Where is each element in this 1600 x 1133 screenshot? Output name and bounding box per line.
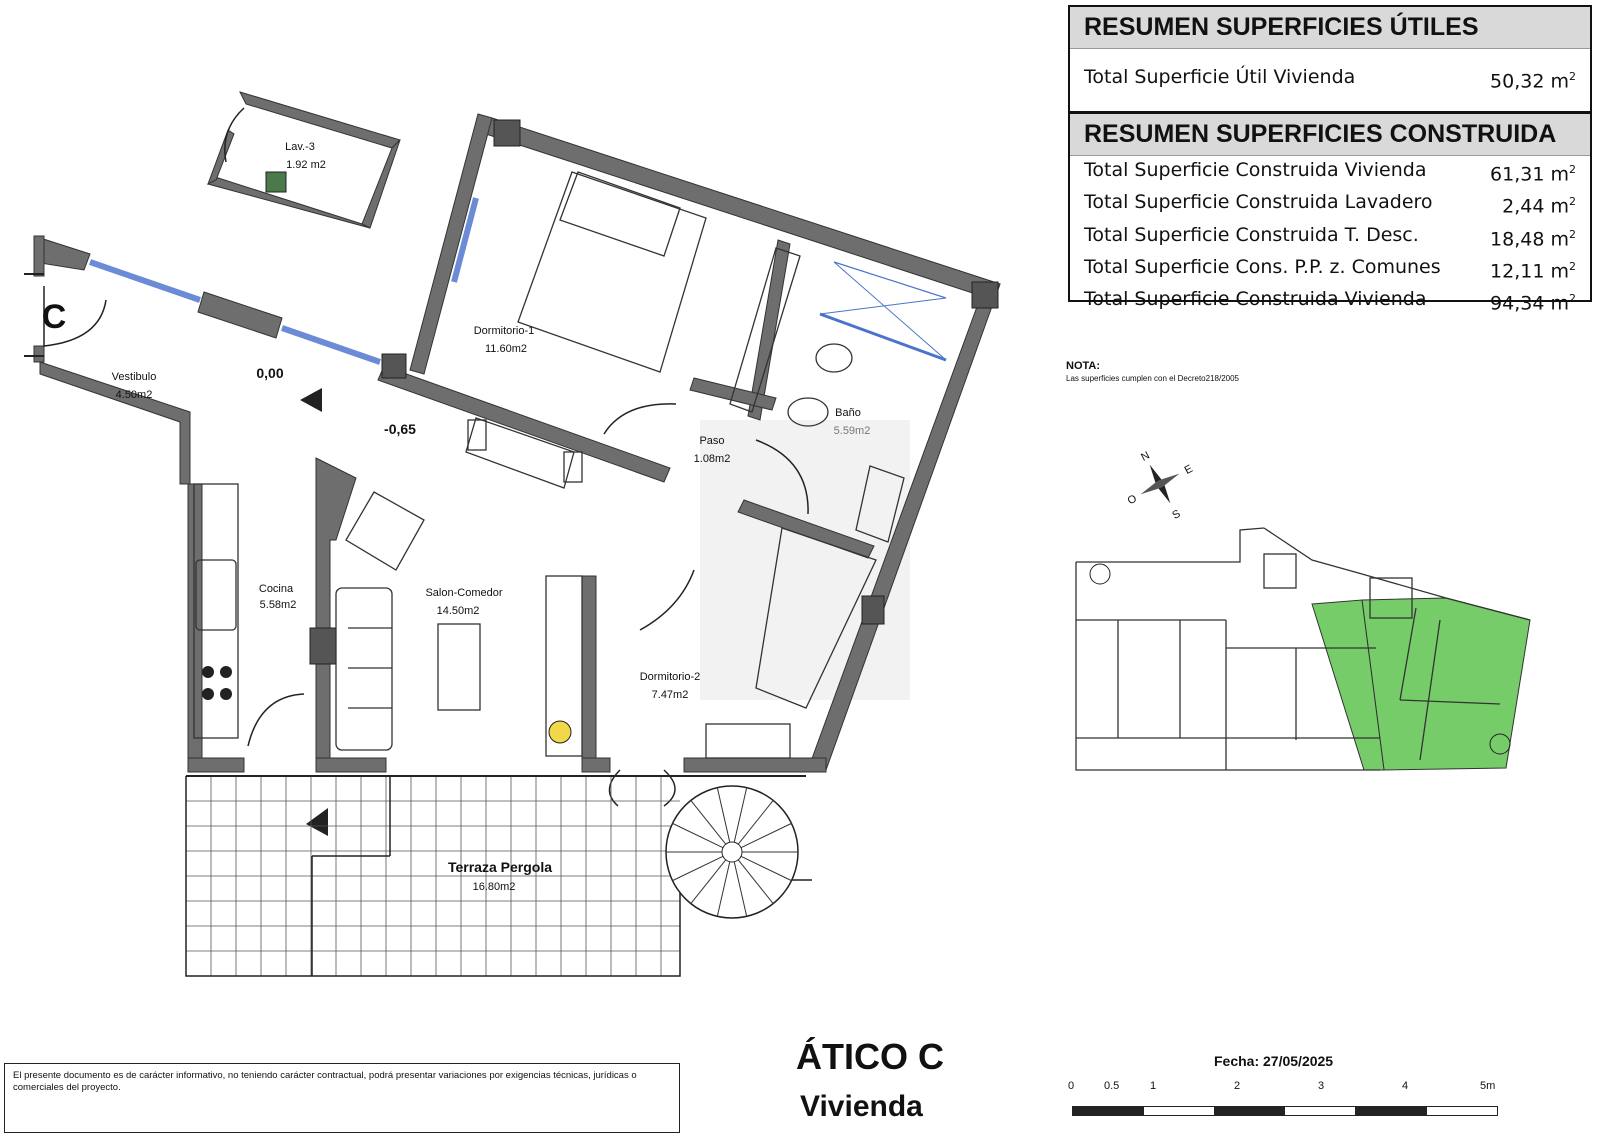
unit-superscript: 2 xyxy=(1569,292,1576,306)
salon-name: Salon-Comedor xyxy=(425,587,503,599)
scale-tick: 3 xyxy=(1318,1080,1325,1092)
summary-row xyxy=(1070,221,1590,253)
cocina-area: 5.58m2 xyxy=(259,599,297,611)
summary-row-value: 12,11 m xyxy=(1490,260,1569,283)
summary-row xyxy=(1070,49,1590,95)
level-entry: 0,00 xyxy=(256,365,284,381)
compass-o: O xyxy=(1125,492,1139,508)
lav-name: Lav.-3 xyxy=(285,141,315,153)
summary-row-value: 94,34 m xyxy=(1490,292,1569,315)
page-subtitle: Vivienda xyxy=(800,1090,923,1123)
compass-s: S xyxy=(1170,507,1183,522)
scale-bar xyxy=(1072,1106,1498,1116)
cocina-name: Cocina xyxy=(258,583,294,595)
summary-const-table xyxy=(1068,112,1592,315)
summary-row-label: Total Superficie Cons. P.P. z. Comunes xyxy=(1084,255,1441,278)
dorm2-name: Dormitorio-2 xyxy=(639,671,701,683)
date-label: Fecha: 27/05/2025 xyxy=(1214,1053,1334,1069)
lav-area: 1.92 m2 xyxy=(286,159,326,171)
summary-row-label: Total Superficie Construida T. Desc. xyxy=(1084,223,1419,246)
scale-tick: 1 xyxy=(1150,1080,1157,1092)
note-block xyxy=(1066,360,1239,383)
spiral-staircase xyxy=(666,786,798,918)
disclaimer-box: El presente documento es de carácter informativo, no teniendo carácter contractual, podrá presentar variaciones por exigencias técnicas, jurídicas o comerciales del proyecto. xyxy=(4,1063,680,1133)
summary-row-label: Total Superficie Útil Vivienda xyxy=(1084,66,1356,88)
scale-tick: 0.5 xyxy=(1104,1080,1120,1092)
bano-name: Baño xyxy=(835,407,861,419)
summary-row xyxy=(1070,156,1590,188)
summary-row-value: 50,32 m xyxy=(1490,70,1569,93)
dorm1-area: 11.60m2 xyxy=(485,343,527,355)
scale-tick: 4 xyxy=(1402,1080,1409,1092)
unit-marker: C xyxy=(41,298,67,336)
dorm2-area: 7.47m2 xyxy=(651,689,689,701)
summary-util-title: RESUMEN SUPERFICIES ÚTILES xyxy=(1070,7,1590,49)
summary-row xyxy=(1070,253,1590,285)
bano-area: 5.59m2 xyxy=(833,425,871,437)
dorm1-name: Dormitorio-1 xyxy=(473,325,535,337)
summary-row xyxy=(1070,285,1590,317)
summary-row-label: Total Superficie Construida Vivienda xyxy=(1084,159,1427,181)
vest-area: 4.50m2 xyxy=(115,389,153,401)
summary-row xyxy=(1070,188,1590,220)
scale-tick: 5m xyxy=(1480,1080,1496,1092)
unit-superscript: 2 xyxy=(1569,70,1576,83)
unit-superscript: 2 xyxy=(1569,259,1576,273)
scale-tick: 0 xyxy=(1068,1080,1075,1092)
terrace-grid xyxy=(186,776,680,976)
paso-name: Paso xyxy=(699,435,725,447)
paso-area: 1.08m2 xyxy=(693,453,731,465)
terraza-name: Terraza Pergola xyxy=(447,859,553,875)
compass-n: N xyxy=(1139,449,1152,464)
summary-row-value: 18,48 m xyxy=(1490,227,1569,250)
summary-row-label: Total Superficie Construida Vivienda xyxy=(1084,288,1427,311)
summary-row-value: 2,44 m xyxy=(1502,195,1569,218)
salon-area: 14.50m2 xyxy=(436,605,480,617)
unit-superscript: 2 xyxy=(1569,163,1576,176)
note-body: Las superficies cumplen con el Decreto218/2005 xyxy=(1066,374,1239,383)
unit-superscript: 2 xyxy=(1569,227,1576,241)
unit-superscript: 2 xyxy=(1569,195,1576,209)
vest-name: Vestibulo xyxy=(111,371,157,383)
scale-tick: 2 xyxy=(1234,1080,1241,1092)
compass-rose xyxy=(1111,435,1211,538)
watermark-logo xyxy=(700,420,910,700)
summary-const-title: RESUMEN SUPERFICIES CONSTRUIDA xyxy=(1070,114,1590,156)
key-plan xyxy=(1076,528,1530,770)
page-title: ÁTICO C xyxy=(796,1036,944,1077)
level-step: -0,65 xyxy=(384,421,416,437)
summary-util-table xyxy=(1068,5,1592,113)
summary-row-value: 61,31 m xyxy=(1490,163,1569,186)
note-title: NOTA: xyxy=(1066,360,1101,372)
compass-e: E xyxy=(1182,462,1195,477)
terraza-area: 16.80m2 xyxy=(472,881,516,893)
summary-row-label: Total Superficie Construida Lavadero xyxy=(1084,191,1433,214)
